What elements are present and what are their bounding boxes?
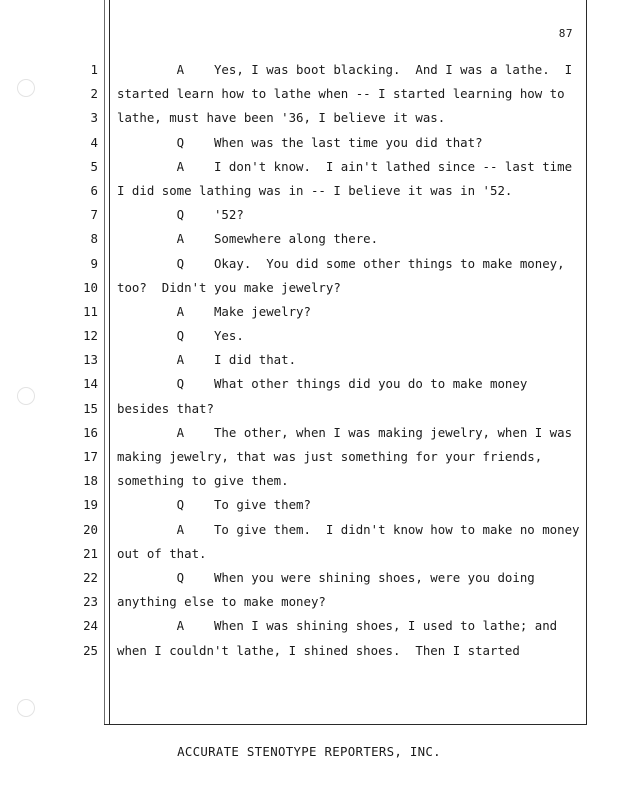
line-text: when I couldn't lathe, I shined shoes. Then I started bbox=[117, 642, 520, 658]
line-number: 21 bbox=[83, 545, 98, 561]
transcript-line bbox=[0, 568, 618, 592]
line-number: 11 bbox=[83, 303, 98, 319]
transcript-line bbox=[0, 278, 618, 302]
line-number: 22 bbox=[83, 569, 98, 585]
line-text: I did some lathing was in -- I believe it was in '52. bbox=[117, 182, 513, 198]
line-number: 23 bbox=[83, 594, 98, 610]
transcript-line bbox=[0, 399, 618, 423]
line-number: 6 bbox=[90, 182, 98, 198]
line-text: A Somewhere along there. bbox=[117, 231, 379, 247]
line-text: A To give them. I didn't know how to make no money bbox=[117, 521, 580, 537]
punch-hole bbox=[18, 700, 34, 716]
line-number: 1 bbox=[90, 62, 98, 77]
line-text: A I did that. bbox=[117, 352, 297, 368]
line-text: started learn how to lathe when -- I started learning how to bbox=[117, 86, 565, 102]
line-text: Q '52? bbox=[117, 207, 244, 223]
transcript-line bbox=[0, 495, 618, 519]
transcript-line bbox=[0, 108, 618, 132]
line-text: Q When was the last time you did that? bbox=[117, 134, 483, 150]
transcript-line bbox=[0, 60, 618, 84]
transcript-line bbox=[0, 254, 618, 278]
line-number: 4 bbox=[90, 134, 98, 150]
line-text: lathe, must have been '36, I believe it was. bbox=[117, 110, 446, 126]
line-text: something to give them. bbox=[117, 473, 289, 489]
line-number: 19 bbox=[83, 497, 98, 513]
line-number: 8 bbox=[90, 231, 98, 247]
line-text: Q When you were shining shoes, were you doing bbox=[117, 569, 535, 585]
line-number: 9 bbox=[90, 255, 98, 271]
line-text: A When I was shining shoes, I used to lathe; and bbox=[117, 618, 558, 634]
transcript-line bbox=[0, 326, 618, 350]
transcript-line bbox=[0, 471, 618, 495]
line-text: Q To give them? bbox=[117, 497, 311, 513]
line-number: 5 bbox=[90, 158, 98, 174]
page-number: 87 bbox=[558, 27, 573, 40]
line-number: 3 bbox=[90, 110, 98, 126]
transcript-line bbox=[0, 447, 618, 471]
transcript-line bbox=[0, 374, 618, 398]
transcript-line bbox=[0, 520, 618, 544]
line-number: 10 bbox=[83, 279, 98, 295]
line-text: too? Didn't you make jewelry? bbox=[117, 279, 341, 295]
line-number: 2 bbox=[90, 86, 98, 102]
line-text: anything else to make money? bbox=[117, 594, 326, 610]
line-number: 12 bbox=[83, 328, 98, 344]
transcript-line bbox=[0, 84, 618, 108]
line-text: Q Okay. You did some other things to make money, bbox=[117, 255, 565, 271]
transcript-line bbox=[0, 592, 618, 616]
line-text: A The other, when I was making jewelry, when I was bbox=[117, 424, 573, 440]
transcript-line bbox=[0, 157, 618, 181]
line-text: A Yes, I was boot blacking. And I was a lathe. I bbox=[117, 62, 573, 77]
line-number: 20 bbox=[83, 521, 98, 537]
line-number: 24 bbox=[83, 618, 98, 634]
line-number: 7 bbox=[90, 207, 98, 223]
line-number: 14 bbox=[83, 376, 98, 392]
bottom-rule bbox=[104, 724, 587, 725]
transcript-line bbox=[0, 133, 618, 157]
line-text: A I don't know. I ain't lathed since -- last time bbox=[117, 158, 573, 174]
transcript-line bbox=[0, 181, 618, 205]
transcript-lines bbox=[0, 60, 618, 665]
line-text: Q Yes. bbox=[117, 328, 244, 344]
line-text: besides that? bbox=[117, 400, 214, 416]
transcript-line bbox=[0, 544, 618, 568]
line-number: 25 bbox=[83, 642, 98, 658]
transcript-line bbox=[0, 229, 618, 253]
transcript-line bbox=[0, 616, 618, 640]
transcript-line bbox=[0, 423, 618, 447]
transcript-line bbox=[0, 641, 618, 665]
line-number: 17 bbox=[83, 449, 98, 464]
line-number: 18 bbox=[83, 473, 98, 489]
line-text: Q What other things did you do to make money bbox=[117, 376, 528, 392]
line-text: making jewelry, that was just something for your friends, bbox=[117, 449, 543, 464]
transcript-line bbox=[0, 205, 618, 229]
line-text: A Make jewelry? bbox=[117, 303, 311, 319]
reporter-footer: ACCURATE STENOTYPE REPORTERS, INC. bbox=[177, 744, 441, 759]
line-number: 15 bbox=[83, 400, 98, 416]
transcript-line bbox=[0, 350, 618, 374]
transcript-line bbox=[0, 302, 618, 326]
line-number: 16 bbox=[83, 424, 98, 440]
line-number: 13 bbox=[83, 352, 98, 368]
line-text: out of that. bbox=[117, 545, 207, 561]
